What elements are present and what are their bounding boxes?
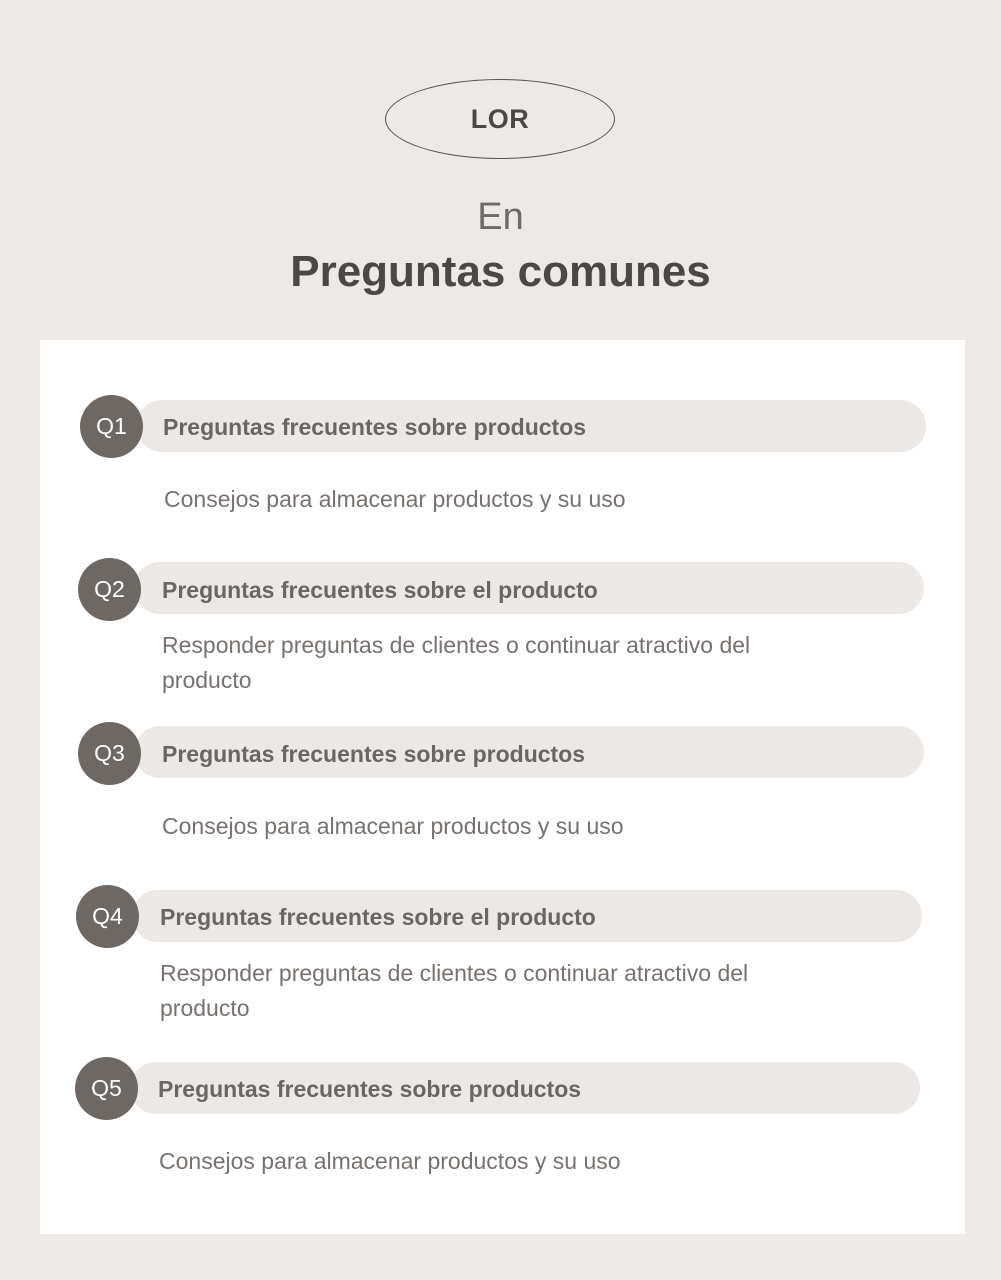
faq-answer: Responder preguntas de clientes o continuar atractivo del producto [160,960,749,1021]
faq-question[interactable]: Preguntas frecuentes sobre el producto [160,904,596,930]
faq-answer: Consejos para almacenar productos y su uso [164,486,626,512]
faq-number-badge [78,558,141,621]
faq-number-badge [80,395,143,458]
faq-number-badge [78,722,141,785]
faq-card [40,340,965,1234]
faq-answer: Consejos para almacenar productos y su uso [162,813,624,839]
brand-badge [385,79,615,159]
faq-question[interactable]: Preguntas frecuentes sobre productos [158,1076,582,1102]
faq-answer: Consejos para almacenar productos y su uso [159,1148,621,1174]
faq-number: Q5 [91,1075,122,1101]
brand-badge-label: LOR [470,103,530,134]
faq-number: Q1 [96,413,127,439]
faq-number: Q3 [94,740,125,766]
faq-number: Q4 [92,903,123,929]
faq-answer: Responder preguntas de clientes o continuar atractivo del producto [162,632,751,693]
faq-question[interactable]: Preguntas frecuentes sobre productos [163,414,587,440]
page-subtitle: En [477,196,524,238]
page-title: Preguntas comunes [290,247,711,296]
faq-number-badge [75,1057,138,1120]
faq-number: Q2 [94,576,125,602]
faq-number-badge [76,885,139,948]
faq-question[interactable]: Preguntas frecuentes sobre productos [162,741,586,767]
faq-question[interactable]: Preguntas frecuentes sobre el producto [162,577,598,603]
